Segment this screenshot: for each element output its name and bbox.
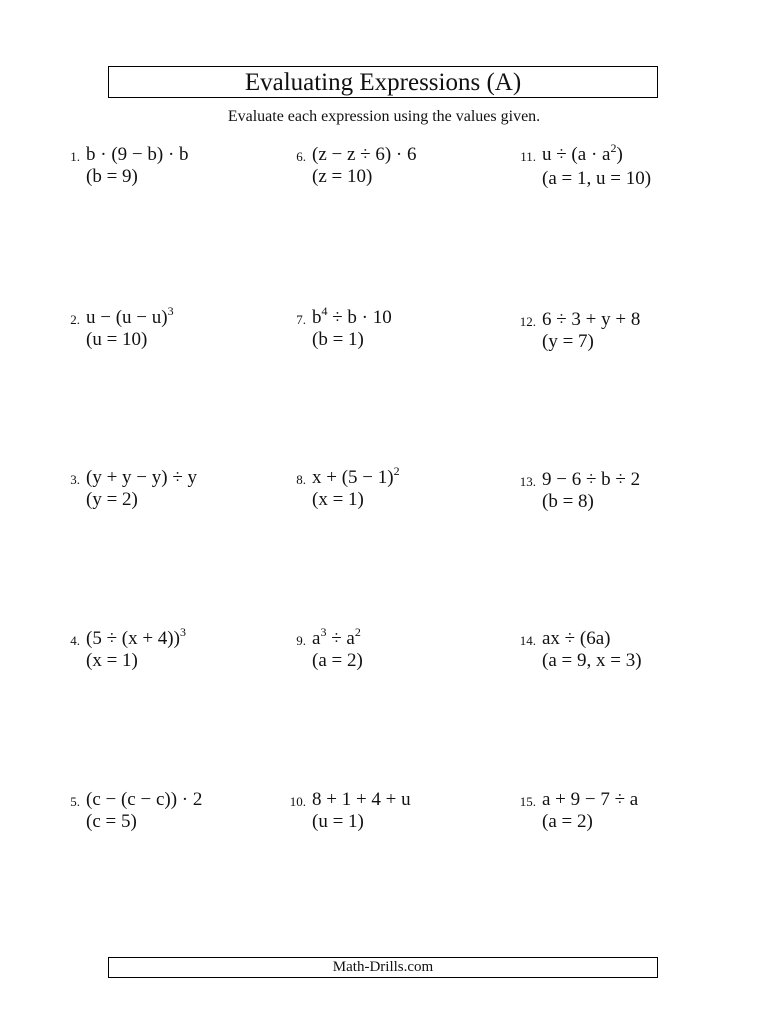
problem-given-values: (a = 9, x = 3) [542, 650, 642, 671]
problem-number: 1. [70, 149, 80, 164]
problem-given-values: (u = 1) [312, 811, 364, 832]
problem-number: 15. [519, 794, 536, 809]
problem-given-values: (x = 1) [86, 650, 138, 671]
problem-expression: $u \div (a \cdot a^2)$ [542, 141, 623, 165]
problem-number: 3. [70, 472, 80, 487]
problem-given-values: (b = 1) [312, 329, 364, 350]
problem-number: 9. [296, 633, 306, 648]
problem-expression: $(5 \div (x + 4))^3$ [86, 625, 186, 649]
problem-expression: a + 9 − 7 ÷ a [542, 789, 639, 810]
problem-given-values: (y = 2) [86, 489, 138, 510]
problem-number: 10. [289, 794, 306, 809]
problem-given-values: (y = 7) [542, 331, 594, 352]
problem-number: 6. [296, 149, 306, 164]
problem-expression: b · (9 − b) · b [86, 144, 189, 165]
problem-given-values: (a = 2) [542, 811, 593, 832]
problem-expression: 6 ÷ 3 + y + 8 [542, 309, 641, 330]
problem-number: 5. [70, 794, 80, 809]
problem-number: 11. [520, 149, 536, 164]
problem-expression: (z − z ÷ 6) · 6 [312, 144, 417, 165]
instructions: Evaluate each expression using the values given. [227, 108, 541, 125]
page-title: Evaluating Expressions (A) [244, 68, 522, 96]
footer-text: Math-Drills.com [332, 959, 434, 975]
problem-number: 2. [70, 312, 80, 327]
problem-given-values: (c = 5) [86, 811, 137, 832]
problem-number: 12. [519, 314, 536, 329]
problem-number: 4. [70, 633, 80, 648]
problem-number: 13. [519, 474, 536, 489]
problem-expression: 8 + 1 + 4 + u [312, 789, 411, 810]
problem-given-values: (z = 10) [312, 166, 373, 187]
problem-given-values: (x = 1) [312, 489, 364, 510]
problem-expression: (y + y − y) ÷ y [86, 467, 198, 488]
problem-expression: (c − (c − c)) · 2 [86, 789, 203, 810]
footer-box [108, 957, 658, 978]
problem-given-values: (a = 2) [312, 650, 363, 671]
problem-expression: $b^4 \div b \cdot 10$ [312, 304, 392, 328]
problem-given-values: (b = 8) [542, 491, 594, 512]
problem-expression: 9 − 6 ÷ b ÷ 2 [542, 469, 641, 490]
problem-expression: $a^3 \div a^2$ [312, 625, 361, 649]
problem-number: 14. [519, 633, 536, 648]
title-box [108, 66, 658, 98]
problem-expression: ax ÷ (6a) [542, 628, 611, 649]
problem-number: 8. [296, 472, 306, 487]
problem-number: 7. [296, 312, 306, 327]
problem-expression: $u - (u - u)^3$ [86, 304, 174, 328]
problem-given-values: (b = 9) [86, 166, 138, 187]
problem-expression: $x + (5 - 1)^2$ [312, 464, 400, 488]
problem-given-values: (u = 10) [86, 329, 148, 350]
problem-given-values: (a = 1, u = 10) [542, 168, 652, 189]
